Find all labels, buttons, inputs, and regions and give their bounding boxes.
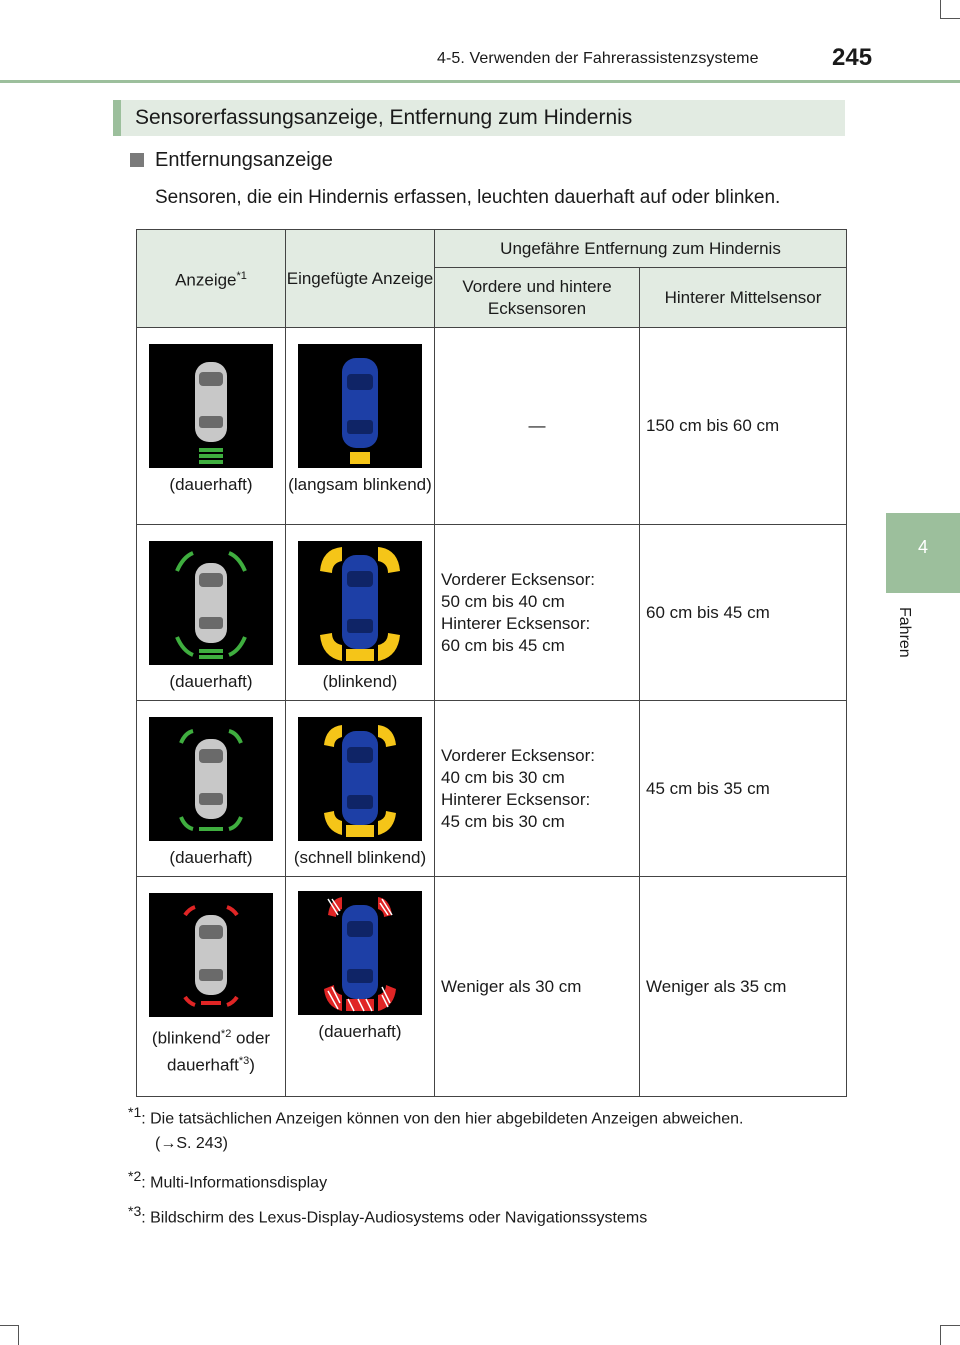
footnote-ref: *3 — [238, 1054, 250, 1067]
section-title-bar — [113, 100, 845, 136]
corner-line: 45 cm bis 30 cm — [441, 811, 565, 831]
cell-center-distance: 150 cm bis 60 cm — [640, 328, 847, 525]
cell-center-distance: Weniger als 35 cm — [640, 877, 847, 1097]
cell-center-distance: 45 cm bis 35 cm — [640, 701, 847, 877]
car-sensor-inserted-icon — [298, 541, 422, 665]
caption-part: oder — [231, 1028, 271, 1048]
footnote-3 — [128, 1203, 647, 1227]
header-anzeige-text: Anzeige — [175, 270, 237, 290]
footnote-1-reference: (→S. 243) — [155, 1135, 228, 1152]
footnote-ref: *2 — [220, 1028, 232, 1040]
header-corner-sensors: Vordere und hintere Ecksensoren — [435, 268, 640, 328]
footnote-text: : Multi-Informationsdisplay — [141, 1174, 328, 1192]
header-eingefuegt: Eingefügte Anzeige — [286, 230, 435, 328]
footnote-2 — [128, 1168, 327, 1192]
table-row — [137, 525, 847, 701]
crop-mark — [940, 18, 960, 19]
crop-mark — [940, 1325, 960, 1326]
car-sensor-display-icon — [149, 344, 273, 468]
car-sensor-display-icon — [149, 717, 273, 841]
cell-corner-distance — [435, 525, 640, 701]
car-sensor-display-icon — [149, 893, 273, 1017]
caption-part: (blinkend — [151, 1028, 221, 1048]
cell-corner-distance: Weniger als 30 cm — [435, 877, 640, 1097]
cell-display — [137, 525, 286, 701]
footnote-ref: *1 — [236, 270, 247, 283]
distance-table — [136, 229, 847, 1097]
table-row — [137, 877, 847, 1097]
inserted-caption: (langsam blinkend) — [288, 475, 432, 494]
cell-inserted-display — [286, 701, 435, 877]
footnote-text: : Bildschirm des Lexus-Display-Audiosystems oder Navigationssystems — [141, 1209, 648, 1227]
cell-corner-distance — [435, 701, 640, 877]
display-caption: (dauerhaft) — [169, 848, 253, 867]
table-row — [137, 701, 847, 877]
cell-inserted-display — [286, 877, 435, 1097]
chapter-number: 4 — [917, 537, 928, 557]
cell-center-distance: 60 cm bis 45 cm — [640, 525, 847, 701]
section-title: Sensorerfassungsanzeige, Entfernung zum Hindernis — [135, 106, 633, 129]
car-sensor-inserted-icon — [298, 891, 422, 1015]
inserted-caption: (blinkend) — [322, 672, 398, 691]
header-center-sensor: Hinterer Mittelsensor — [640, 268, 847, 328]
cell-inserted-display — [286, 328, 435, 525]
chapter-label: Fahren — [896, 607, 913, 658]
caption-part: ) — [249, 1055, 255, 1075]
display-caption: (dauerhaft) — [169, 475, 253, 494]
corner-line: Hinterer Ecksensor: — [441, 613, 591, 633]
car-sensor-display-icon — [149, 541, 273, 665]
footnote-1 — [128, 1104, 840, 1128]
corner-line: Hinterer Ecksensor: — [441, 789, 591, 809]
corner-line: 40 cm bis 30 cm — [441, 767, 565, 787]
corner-line: Vorderer Ecksensor: — [441, 745, 596, 765]
display-caption — [137, 1023, 285, 1076]
inserted-caption: (dauerhaft) — [318, 1022, 402, 1041]
caption-part: dauerhaft — [167, 1055, 239, 1075]
crop-mark — [0, 1325, 18, 1326]
car-sensor-inserted-icon — [298, 344, 422, 468]
running-header: 4-5. Verwenden der Fahrerassistenzsysteme — [437, 50, 759, 67]
table-row — [137, 328, 847, 525]
cell-corner-distance: — — [435, 328, 640, 525]
footnote-mark: *3 — [128, 1203, 142, 1219]
bullet-square-icon — [130, 153, 144, 167]
display-caption: (dauerhaft) — [169, 672, 253, 691]
header-distance: Ungefähre Entfernung zum Hindernis — [435, 230, 847, 268]
footnote-text: : Die tatsächlichen Anzeigen können von den hier abgebildeten Anzeigen abweichen. — [141, 1110, 744, 1128]
footnote-mark: *1 — [128, 1104, 142, 1120]
crop-mark — [940, 1325, 941, 1345]
page-number: 245 — [832, 44, 873, 71]
inserted-caption: (schnell blinkend) — [293, 848, 427, 867]
corner-line: Vorderer Ecksensor: — [441, 569, 596, 589]
crop-mark — [18, 1325, 19, 1345]
chapter-tab — [886, 513, 960, 593]
header-rule — [0, 80, 960, 83]
header-anzeige — [137, 230, 286, 328]
intro-text: Sensoren, die ein Hindernis erfassen, leuchten dauerhaft auf oder blinken. — [155, 187, 781, 208]
footnote-mark: *2 — [128, 1168, 142, 1184]
cell-display — [137, 328, 286, 525]
corner-line: 60 cm bis 45 cm — [441, 635, 565, 655]
cell-inserted-display — [286, 525, 435, 701]
cell-display — [137, 877, 286, 1097]
cell-display — [137, 701, 286, 877]
corner-line: 50 cm bis 40 cm — [441, 591, 565, 611]
crop-mark — [940, 0, 941, 18]
car-sensor-inserted-icon — [298, 717, 422, 841]
subheading: Entfernungsanzeige — [155, 149, 333, 171]
